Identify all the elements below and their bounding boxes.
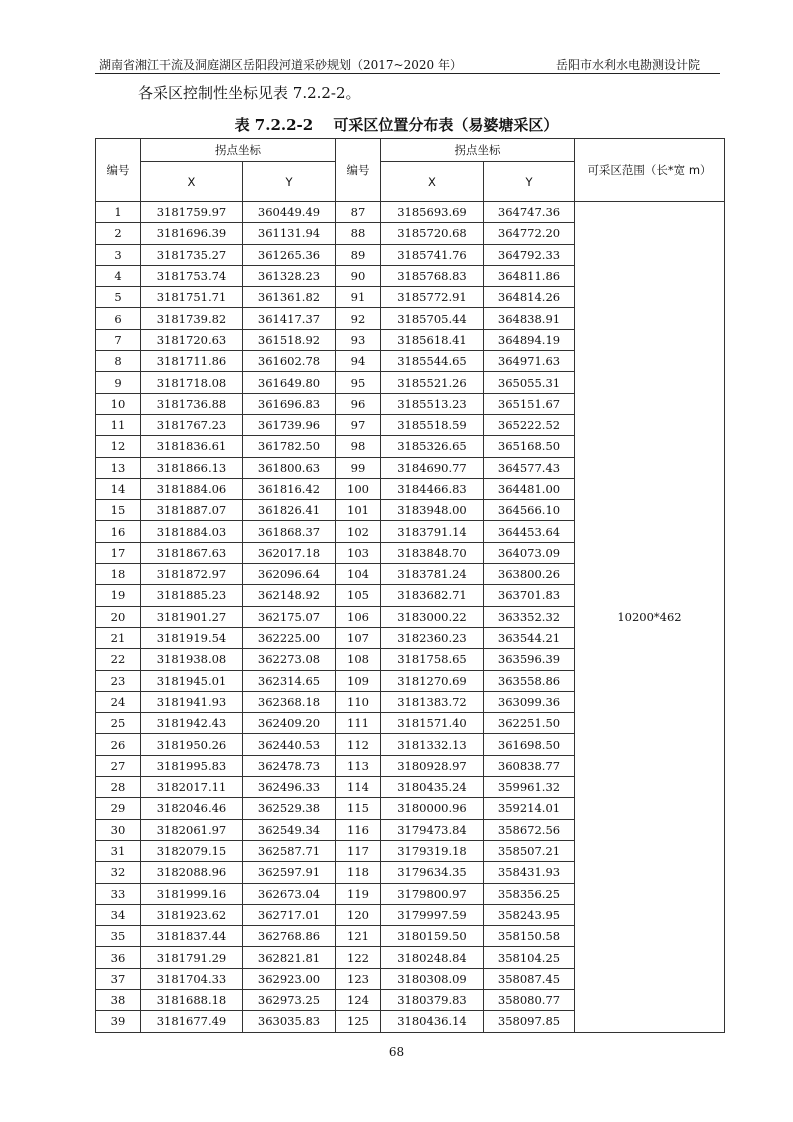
y-left: 362017.18 bbox=[243, 542, 336, 563]
y-left: 361131.94 bbox=[243, 223, 336, 244]
point-id-right: 120 bbox=[336, 904, 381, 925]
point-id-right: 124 bbox=[336, 989, 381, 1010]
header-x-right: X bbox=[381, 162, 484, 202]
point-id-left: 32 bbox=[96, 862, 141, 883]
x-left: 3181901.27 bbox=[141, 606, 243, 627]
point-id-right: 116 bbox=[336, 819, 381, 840]
x-right: 3181571.40 bbox=[381, 713, 484, 734]
y-left: 361739.96 bbox=[243, 414, 336, 435]
x-left: 3181759.97 bbox=[141, 202, 243, 223]
y-left: 362973.25 bbox=[243, 989, 336, 1010]
x-right: 3185513.23 bbox=[381, 393, 484, 414]
x-left: 3181711.86 bbox=[141, 351, 243, 372]
y-right: 365151.67 bbox=[484, 393, 575, 414]
x-right: 3179634.35 bbox=[381, 862, 484, 883]
point-id-left: 30 bbox=[96, 819, 141, 840]
x-right: 3183781.24 bbox=[381, 564, 484, 585]
y-right: 358097.85 bbox=[484, 1011, 575, 1032]
x-right: 3185544.65 bbox=[381, 351, 484, 372]
point-id-left: 28 bbox=[96, 777, 141, 798]
x-left: 3181753.74 bbox=[141, 265, 243, 286]
point-id-left: 16 bbox=[96, 521, 141, 542]
y-right: 359961.32 bbox=[484, 777, 575, 798]
y-left: 361328.23 bbox=[243, 265, 336, 286]
x-right: 3183848.70 bbox=[381, 542, 484, 563]
point-id-left: 7 bbox=[96, 329, 141, 350]
x-left: 3181688.18 bbox=[141, 989, 243, 1010]
x-right: 3184690.77 bbox=[381, 457, 484, 478]
y-left: 361868.37 bbox=[243, 521, 336, 542]
point-id-right: 109 bbox=[336, 670, 381, 691]
point-id-right: 121 bbox=[336, 926, 381, 947]
y-left: 362529.38 bbox=[243, 798, 336, 819]
y-left: 362597.91 bbox=[243, 862, 336, 883]
header-id-left: 编号 bbox=[96, 139, 141, 202]
y-right: 358507.21 bbox=[484, 840, 575, 861]
y-left: 361602.78 bbox=[243, 351, 336, 372]
point-id-left: 20 bbox=[96, 606, 141, 627]
page-number: 68 bbox=[388, 1045, 405, 1059]
point-id-right: 107 bbox=[336, 627, 381, 648]
point-id-left: 38 bbox=[96, 989, 141, 1010]
y-left: 362496.33 bbox=[243, 777, 336, 798]
y-right: 364073.09 bbox=[484, 542, 575, 563]
x-right: 3180928.97 bbox=[381, 755, 484, 776]
y-left: 361800.63 bbox=[243, 457, 336, 478]
x-left: 3181739.82 bbox=[141, 308, 243, 329]
y-left: 363035.83 bbox=[243, 1011, 336, 1032]
point-id-right: 98 bbox=[336, 436, 381, 457]
point-id-left: 26 bbox=[96, 734, 141, 755]
x-left: 3181942.43 bbox=[141, 713, 243, 734]
y-right: 363352.32 bbox=[484, 606, 575, 627]
y-left: 361782.50 bbox=[243, 436, 336, 457]
point-id-right: 99 bbox=[336, 457, 381, 478]
point-id-left: 24 bbox=[96, 691, 141, 712]
x-right: 3183791.14 bbox=[381, 521, 484, 542]
x-right: 3181758.65 bbox=[381, 649, 484, 670]
point-id-right: 123 bbox=[336, 968, 381, 989]
y-right: 363099.36 bbox=[484, 691, 575, 712]
y-left: 361816.42 bbox=[243, 478, 336, 499]
y-right: 365222.52 bbox=[484, 414, 575, 435]
x-right: 3180308.09 bbox=[381, 968, 484, 989]
point-id-left: 35 bbox=[96, 926, 141, 947]
y-left: 362096.64 bbox=[243, 564, 336, 585]
header-document-title: 湖南省湘江干流及洞庭湖区岳阳段河道采砂规划（2017~2020 年） bbox=[99, 58, 462, 72]
point-id-right: 114 bbox=[336, 777, 381, 798]
x-right: 3180000.96 bbox=[381, 798, 484, 819]
y-left: 361417.37 bbox=[243, 308, 336, 329]
point-id-left: 29 bbox=[96, 798, 141, 819]
x-left: 3181999.16 bbox=[141, 883, 243, 904]
point-id-left: 1 bbox=[96, 202, 141, 223]
y-left: 362409.20 bbox=[243, 713, 336, 734]
point-id-left: 23 bbox=[96, 670, 141, 691]
y-right: 364481.00 bbox=[484, 478, 575, 499]
x-right: 3185720.68 bbox=[381, 223, 484, 244]
intro-paragraph: 各采区控制性坐标见表 7.2.2-2。 bbox=[138, 84, 361, 102]
y-right: 363558.86 bbox=[484, 670, 575, 691]
coordinate-table bbox=[95, 138, 725, 1033]
point-id-left: 37 bbox=[96, 968, 141, 989]
point-id-right: 125 bbox=[336, 1011, 381, 1032]
y-right: 358356.25 bbox=[484, 883, 575, 904]
y-right: 365055.31 bbox=[484, 372, 575, 393]
point-id-left: 2 bbox=[96, 223, 141, 244]
point-id-right: 122 bbox=[336, 947, 381, 968]
x-left: 3181677.49 bbox=[141, 1011, 243, 1032]
x-left: 3182046.46 bbox=[141, 798, 243, 819]
point-id-right: 91 bbox=[336, 287, 381, 308]
x-left: 3181837.44 bbox=[141, 926, 243, 947]
x-left: 3181767.23 bbox=[141, 414, 243, 435]
point-id-right: 94 bbox=[336, 351, 381, 372]
point-id-left: 5 bbox=[96, 287, 141, 308]
table-caption: 表 7.2.2-2 可采区位置分布表（易婆塘采区） bbox=[234, 116, 559, 134]
y-left: 361518.92 bbox=[243, 329, 336, 350]
y-right: 364814.26 bbox=[484, 287, 575, 308]
y-left: 362440.53 bbox=[243, 734, 336, 755]
x-left: 3181751.71 bbox=[141, 287, 243, 308]
point-id-left: 34 bbox=[96, 904, 141, 925]
x-left: 3181735.27 bbox=[141, 244, 243, 265]
point-id-right: 101 bbox=[336, 500, 381, 521]
point-id-right: 102 bbox=[336, 521, 381, 542]
x-left: 3181791.29 bbox=[141, 947, 243, 968]
header-x-left: X bbox=[141, 162, 243, 202]
point-id-left: 17 bbox=[96, 542, 141, 563]
y-left: 361649.80 bbox=[243, 372, 336, 393]
point-id-right: 110 bbox=[336, 691, 381, 712]
y-right: 359214.01 bbox=[484, 798, 575, 819]
y-right: 364894.19 bbox=[484, 329, 575, 350]
x-right: 3181332.13 bbox=[381, 734, 484, 755]
point-id-left: 27 bbox=[96, 755, 141, 776]
y-left: 362717.01 bbox=[243, 904, 336, 925]
x-right: 3181270.69 bbox=[381, 670, 484, 691]
x-right: 3180159.50 bbox=[381, 926, 484, 947]
x-left: 3181950.26 bbox=[141, 734, 243, 755]
x-left: 3181720.63 bbox=[141, 329, 243, 350]
y-right: 364811.86 bbox=[484, 265, 575, 286]
x-left: 3181995.83 bbox=[141, 755, 243, 776]
point-id-left: 4 bbox=[96, 265, 141, 286]
y-right: 363800.26 bbox=[484, 564, 575, 585]
table-body bbox=[96, 202, 725, 1033]
y-left: 362225.00 bbox=[243, 627, 336, 648]
x-left: 3181938.08 bbox=[141, 649, 243, 670]
y-left: 362478.73 bbox=[243, 755, 336, 776]
y-right: 364838.91 bbox=[484, 308, 575, 329]
x-right: 3185768.83 bbox=[381, 265, 484, 286]
header-y-left: Y bbox=[243, 162, 336, 202]
x-right: 3179319.18 bbox=[381, 840, 484, 861]
x-right: 3183682.71 bbox=[381, 585, 484, 606]
header-range: 可采区范围（长*宽 m） bbox=[575, 139, 725, 202]
x-right: 3179473.84 bbox=[381, 819, 484, 840]
x-right: 3185326.65 bbox=[381, 436, 484, 457]
point-id-left: 15 bbox=[96, 500, 141, 521]
x-right: 3185693.69 bbox=[381, 202, 484, 223]
y-left: 362549.34 bbox=[243, 819, 336, 840]
x-right: 3179997.59 bbox=[381, 904, 484, 925]
point-id-left: 22 bbox=[96, 649, 141, 670]
y-left: 362314.65 bbox=[243, 670, 336, 691]
point-id-left: 21 bbox=[96, 627, 141, 648]
point-id-left: 18 bbox=[96, 564, 141, 585]
x-right: 3183000.22 bbox=[381, 606, 484, 627]
point-id-right: 115 bbox=[336, 798, 381, 819]
x-left: 3181867.63 bbox=[141, 542, 243, 563]
x-right: 3185521.26 bbox=[381, 372, 484, 393]
x-left: 3181884.06 bbox=[141, 478, 243, 499]
y-right: 360838.77 bbox=[484, 755, 575, 776]
point-id-right: 95 bbox=[336, 372, 381, 393]
y-left: 362821.81 bbox=[243, 947, 336, 968]
x-right: 3185618.41 bbox=[381, 329, 484, 350]
x-right: 3184466.83 bbox=[381, 478, 484, 499]
point-id-left: 9 bbox=[96, 372, 141, 393]
y-left: 362175.07 bbox=[243, 606, 336, 627]
table-header-row bbox=[96, 139, 725, 162]
x-left: 3182061.97 bbox=[141, 819, 243, 840]
point-id-right: 111 bbox=[336, 713, 381, 734]
y-left: 361826.41 bbox=[243, 500, 336, 521]
x-left: 3181945.01 bbox=[141, 670, 243, 691]
y-right: 358104.25 bbox=[484, 947, 575, 968]
point-id-right: 96 bbox=[336, 393, 381, 414]
point-id-left: 6 bbox=[96, 308, 141, 329]
x-left: 3181887.07 bbox=[141, 500, 243, 521]
y-right: 358672.56 bbox=[484, 819, 575, 840]
point-id-right: 108 bbox=[336, 649, 381, 670]
x-left: 3181872.97 bbox=[141, 564, 243, 585]
point-id-right: 105 bbox=[336, 585, 381, 606]
x-right: 3180248.84 bbox=[381, 947, 484, 968]
x-left: 3182088.96 bbox=[141, 862, 243, 883]
x-right: 3180379.83 bbox=[381, 989, 484, 1010]
point-id-right: 92 bbox=[336, 308, 381, 329]
point-id-right: 117 bbox=[336, 840, 381, 861]
point-id-right: 112 bbox=[336, 734, 381, 755]
x-left: 3182017.11 bbox=[141, 777, 243, 798]
point-id-right: 106 bbox=[336, 606, 381, 627]
y-right: 364566.10 bbox=[484, 500, 575, 521]
x-left: 3181941.93 bbox=[141, 691, 243, 712]
point-id-left: 8 bbox=[96, 351, 141, 372]
y-left: 361696.83 bbox=[243, 393, 336, 414]
x-left: 3181919.54 bbox=[141, 627, 243, 648]
y-right: 361698.50 bbox=[484, 734, 575, 755]
point-id-right: 103 bbox=[336, 542, 381, 563]
x-right: 3185518.59 bbox=[381, 414, 484, 435]
y-right: 363596.39 bbox=[484, 649, 575, 670]
point-id-left: 10 bbox=[96, 393, 141, 414]
y-right: 362251.50 bbox=[484, 713, 575, 734]
x-left: 3181718.08 bbox=[141, 372, 243, 393]
point-id-left: 36 bbox=[96, 947, 141, 968]
x-left: 3181885.23 bbox=[141, 585, 243, 606]
y-right: 358431.93 bbox=[484, 862, 575, 883]
x-left: 3181866.13 bbox=[141, 457, 243, 478]
x-left: 3181736.88 bbox=[141, 393, 243, 414]
y-right: 364453.64 bbox=[484, 521, 575, 542]
header-y-right: Y bbox=[484, 162, 575, 202]
x-left: 3181884.03 bbox=[141, 521, 243, 542]
x-right: 3180435.24 bbox=[381, 777, 484, 798]
y-left: 362923.00 bbox=[243, 968, 336, 989]
y-right: 364577.43 bbox=[484, 457, 575, 478]
y-right: 364971.63 bbox=[484, 351, 575, 372]
x-right: 3179800.97 bbox=[381, 883, 484, 904]
y-left: 360449.49 bbox=[243, 202, 336, 223]
point-id-right: 119 bbox=[336, 883, 381, 904]
x-left: 3181923.62 bbox=[141, 904, 243, 925]
x-right: 3183948.00 bbox=[381, 500, 484, 521]
x-left: 3181836.61 bbox=[141, 436, 243, 457]
point-id-right: 118 bbox=[336, 862, 381, 883]
point-id-left: 19 bbox=[96, 585, 141, 606]
header-coord-left: 拐点坐标 bbox=[141, 139, 336, 162]
running-header bbox=[95, 55, 720, 74]
point-id-left: 12 bbox=[96, 436, 141, 457]
x-right: 3185741.76 bbox=[381, 244, 484, 265]
y-left: 362148.92 bbox=[243, 585, 336, 606]
header-organization: 岳阳市水利水电勘测设计院 bbox=[555, 58, 700, 72]
x-right: 3182360.23 bbox=[381, 627, 484, 648]
point-id-left: 31 bbox=[96, 840, 141, 861]
point-id-left: 3 bbox=[96, 244, 141, 265]
y-right: 358080.77 bbox=[484, 989, 575, 1010]
table-row bbox=[96, 202, 725, 223]
point-id-left: 39 bbox=[96, 1011, 141, 1032]
y-right: 364792.33 bbox=[484, 244, 575, 265]
y-right: 358150.58 bbox=[484, 926, 575, 947]
point-id-right: 104 bbox=[336, 564, 381, 585]
header-id-right: 编号 bbox=[336, 139, 381, 202]
range-value: 10200*462 bbox=[575, 202, 725, 1033]
y-left: 362587.71 bbox=[243, 840, 336, 861]
point-id-right: 93 bbox=[336, 329, 381, 350]
header-coord-right: 拐点坐标 bbox=[381, 139, 575, 162]
y-left: 361361.82 bbox=[243, 287, 336, 308]
y-left: 362768.86 bbox=[243, 926, 336, 947]
x-right: 3185705.44 bbox=[381, 308, 484, 329]
point-id-left: 14 bbox=[96, 478, 141, 499]
x-right: 3181383.72 bbox=[381, 691, 484, 712]
y-left: 362273.08 bbox=[243, 649, 336, 670]
x-right: 3185772.91 bbox=[381, 287, 484, 308]
point-id-left: 25 bbox=[96, 713, 141, 734]
point-id-left: 33 bbox=[96, 883, 141, 904]
point-id-left: 11 bbox=[96, 414, 141, 435]
x-left: 3182079.15 bbox=[141, 840, 243, 861]
y-right: 358243.95 bbox=[484, 904, 575, 925]
x-right: 3180436.14 bbox=[381, 1011, 484, 1032]
y-left: 362368.18 bbox=[243, 691, 336, 712]
point-id-right: 90 bbox=[336, 265, 381, 286]
point-id-right: 97 bbox=[336, 414, 381, 435]
y-right: 364747.36 bbox=[484, 202, 575, 223]
y-right: 363701.83 bbox=[484, 585, 575, 606]
x-left: 3181696.39 bbox=[141, 223, 243, 244]
x-left: 3181704.33 bbox=[141, 968, 243, 989]
y-right: 364772.20 bbox=[484, 223, 575, 244]
y-right: 365168.50 bbox=[484, 436, 575, 457]
point-id-right: 87 bbox=[336, 202, 381, 223]
point-id-right: 100 bbox=[336, 478, 381, 499]
point-id-left: 13 bbox=[96, 457, 141, 478]
y-left: 362673.04 bbox=[243, 883, 336, 904]
y-right: 363544.21 bbox=[484, 627, 575, 648]
point-id-right: 89 bbox=[336, 244, 381, 265]
point-id-right: 113 bbox=[336, 755, 381, 776]
point-id-right: 88 bbox=[336, 223, 381, 244]
y-left: 361265.36 bbox=[243, 244, 336, 265]
y-right: 358087.45 bbox=[484, 968, 575, 989]
